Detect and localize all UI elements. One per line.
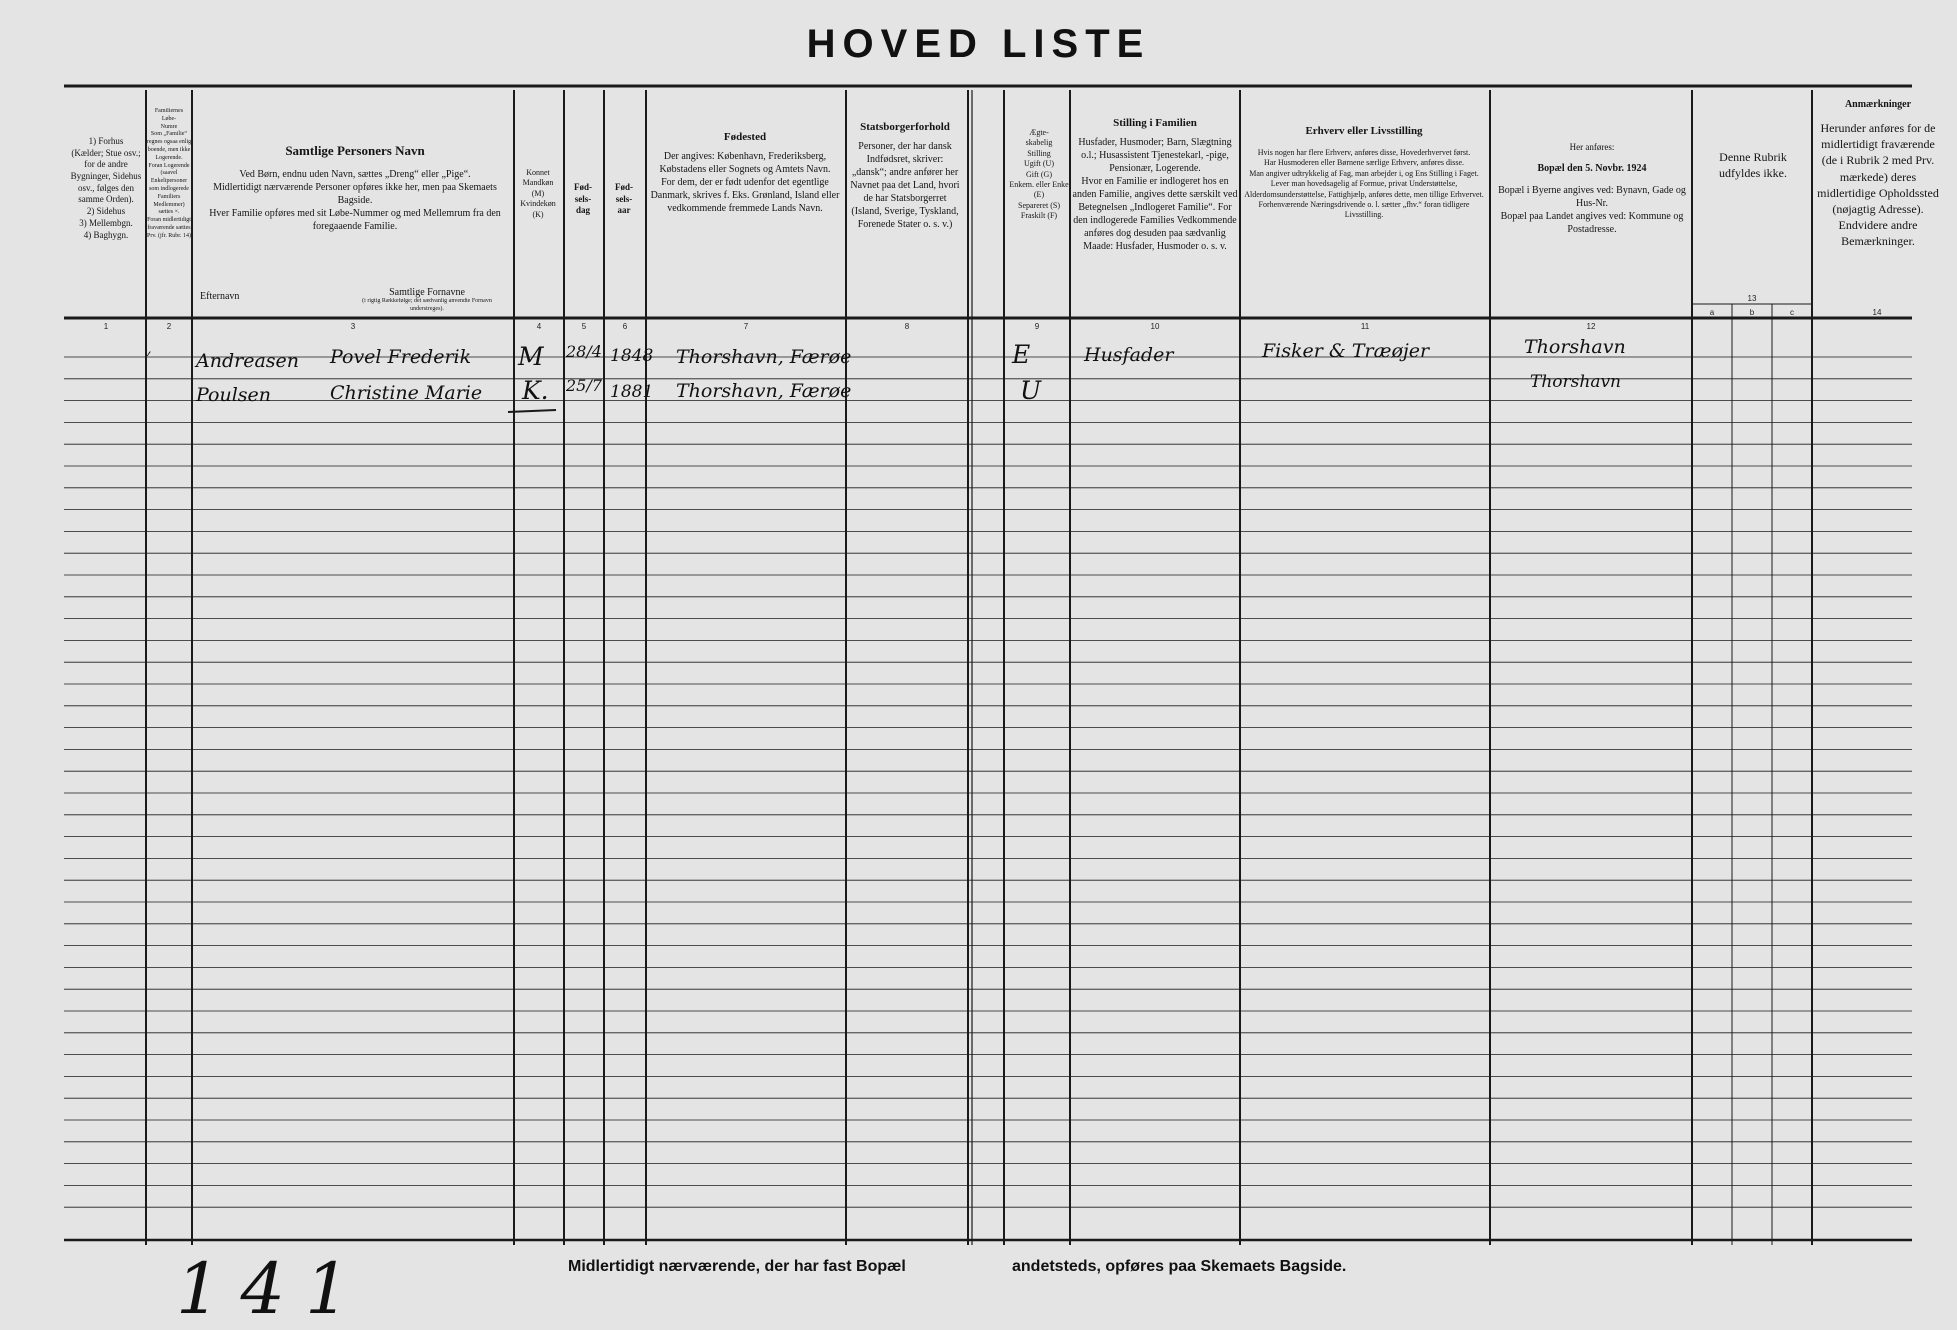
column-number: 3 <box>350 322 356 331</box>
header-col-4: Konnet Mandkøn (M) Kvindekøn (K) <box>520 168 556 219</box>
header-surname: Efternavn <box>200 291 240 302</box>
row-1-family-position: Husfader <box>1084 344 1174 366</box>
handwritten-underline <box>508 410 556 412</box>
row-1-marital-status: E <box>1012 340 1031 369</box>
row-2-birth-year: 1881 <box>610 382 654 402</box>
header-col-10-title: Stilling i Familien <box>1113 117 1197 129</box>
header-col-5: Fød- sels- dag <box>574 182 592 216</box>
header-given-names-note: (i rigtig Rækkefølge; det sædvanlig anvendte Fornavn understreges). <box>362 298 492 312</box>
row-2-birthday: 25/7 <box>566 376 602 395</box>
column-number: 13 <box>1747 294 1757 303</box>
subcolumn-label: b <box>1749 308 1755 317</box>
header-col-11-body: Hvis nogen har flere Erhverv, anføres disse, Hovederhvervet først. Har Husmoderen eller Børnene særlige Erhverv, anføres disse. Man angiver udtrykkelig af Fag, man arbejder i, og Ens Stilling i Faget. Lever man hovedsagelig af Formue, privat Understøttelse, Alderdomsunderstøttelse, Fattighjælp, anføres dette, men tillige Erhvervet. Forhenværende Næringsdrivende o. l. sætter „fhv.“ foran tidligere Livsstilling. <box>1244 148 1484 220</box>
footer-note-right: andetsteds, opføres paa Skemaets Bagside. <box>1012 1258 1347 1275</box>
column-number: 4 <box>536 322 542 331</box>
column-number: 2 <box>166 322 172 331</box>
column-number: 6 <box>622 322 628 331</box>
header-col-7-title: Fødested <box>723 131 767 143</box>
column-number: 11 <box>1360 322 1370 331</box>
header-col-8-title: Statsborgerforhold <box>860 121 950 133</box>
row-1-residence: Thorshavn <box>1524 336 1626 358</box>
header-col-8-body: Personer, der har dansk Indfødsret, skriver: „dansk“; andre anfører her Navnet paa det Land, hvori de har Statsborgerret (Island, Sverige, Tyskland, Forenede Stater o. s. v.) <box>850 141 960 230</box>
row-2-marital-status: U <box>1020 376 1042 405</box>
row-1-birthday: 28/4 <box>566 342 602 361</box>
column-number: 9 <box>1034 322 1040 331</box>
header-given-names: Samtlige Fornavne <box>389 287 465 298</box>
column-number: 12 <box>1586 322 1596 331</box>
header-col-9: Ægte- skabelig Stilling Ugift (U) Gift (G) Enkem. eller Enke (E) Separeret (S) Fraskilt (F) <box>1009 128 1069 221</box>
page-title: HOVED LISTE <box>806 22 1151 66</box>
row-2-birthplace: Thorshavn, Færøe <box>676 380 852 402</box>
header-col-14-title: Anmærkninger <box>1844 99 1912 110</box>
row-1-occupation: Fisker & Træøjer <box>1262 340 1430 362</box>
subcolumn-label: c <box>1790 308 1794 317</box>
header-col-1: 1) Forhus (Kælder; Stue osv.; for de andre Bygninger, Sidehus osv., følges den samme Orden). 2) Sidehus 3) Mellembgn. 4) Baghygn. <box>70 136 142 240</box>
row-2-sex: K. <box>522 376 549 405</box>
header-col-7-body: Der angives: København, Frederiksberg, Købstadens eller Sognets og Amtets Navn. For dem, der er født udenfor det egentlige Danmark, skrives f. Eks. Grønland, Island eller vedkommende fremmede Lands Navn. <box>650 151 840 214</box>
header-col-11-title: Erhverv eller Livsstilling <box>1305 125 1423 137</box>
column-number: 7 <box>743 322 749 331</box>
header-col-10-body: Husfader, Husmoder; Barn, Slægtning o.l.; Husassistent Tjenestekarl, -pige, Pensionær, Logerende. Hvor en Familie er indlogeret hos en anden Familie, angives dette særskilt ved Betegnelsen „Indlogeret Familie“. For den indlogerede Families Vedkommende anføres dog desuden paa sædvanlig Maade: Husfader, Husmoder o. s. v. <box>1072 137 1238 252</box>
row-1-birthplace: Thorshavn, Færøe <box>676 346 852 368</box>
header-col-6: Fød- sels- aar <box>615 182 633 216</box>
subcolumn-label: a <box>1709 308 1715 317</box>
footer-note-left: Midlertidigt nærværende, der har fast Bopæl <box>568 1258 906 1275</box>
header-col-3-title: Samtlige Personers Navn <box>285 143 425 158</box>
handwritten-page-number: 141 <box>176 1248 370 1330</box>
header-col-12-top: Her anføres: <box>1569 142 1615 152</box>
header-col-2: Familiernes Løbe- Numre Som „Familie“ regnes ogsaa enlig boende, men ikke Logerende. Foran Logerende (saavel Enkeltpersoner som indlogerede Familiers Medlemmer) sættes ×. Foran midlertidigt fraværende sættes Prv. (jfr. Rubr. 14) <box>146 108 192 239</box>
header-col-12-body: Bopæl i Byerne angives ved: Bynavn, Gade og Hus-Nr. Bopæl paa Landet angives ved: Kommune og Postadresse. <box>1498 185 1686 235</box>
header-col-13: Denne Rubrik udfyldes ikke. <box>1719 150 1787 180</box>
row-2-residence: Thorshavn <box>1530 372 1622 392</box>
column-number: 14 <box>1872 308 1882 317</box>
row-1-sex: M <box>518 342 544 371</box>
row-1-surname: Andreasen <box>196 350 300 372</box>
column-number: 5 <box>581 322 587 331</box>
header-col-12-title: Bopæl den 5. Novbr. 1924 <box>1537 163 1647 174</box>
row-1-birth-year: 1848 <box>610 346 654 366</box>
header-col-14-body: Herunder anføres for de midlertidigt fraværende (de i Rubrik 2 med Prv. mærkede) deres midlertidige Opholdssted (nøjagtig Adresse). Endvidere andre Bemærkninger. <box>1817 121 1939 249</box>
row-2-given-names: Christine Marie <box>330 382 483 404</box>
row-2-surname: Poulsen <box>196 384 271 406</box>
column-number: 10 <box>1150 322 1160 331</box>
row-1-given-names: Povel Frederik <box>330 346 472 368</box>
column-number: 1 <box>103 322 109 331</box>
column-number: 8 <box>904 322 910 331</box>
row-1-mark: ׳ <box>146 345 151 367</box>
header-col-3-body: Ved Børn, endnu uden Navn, sættes „Dreng“ eller „Pige“. Midlertidigt nærværende Personer opføres ikke her, men paa Skemaets Bagside. Hver Familie opføres med sit Løbe-Nummer og med Mellemrum fra den foregaaende Familie. <box>209 169 501 232</box>
